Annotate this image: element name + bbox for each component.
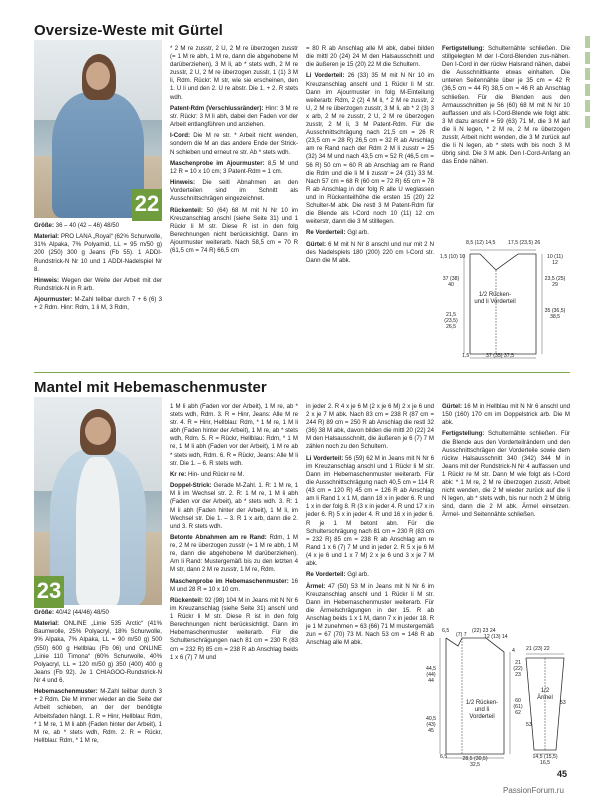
paragraph: I-Cord: Die M re str. * Arbeit nicht wenden, sondern die M an das andere Ende der Strick-N schieben und erneut re str. Ab * stets wdh.	[170, 132, 298, 156]
paragraph: Re Vorderteil: Ggl arb.	[306, 229, 369, 237]
section-2-column-1	[34, 609, 162, 748]
section-1-schematic	[440, 240, 570, 362]
dim-label: 21 (23) 22	[526, 646, 550, 652]
schematic-drawing	[520, 646, 570, 768]
dim-label: 40,5 (43) 45	[425, 716, 437, 734]
paragraph: Maschenprobe im Ajourmuster: 8,5 M und 12 R = 10 x 10 cm; 3 Patent-Rdm = 1 cm.	[170, 159, 298, 175]
paragraph: Maschenprobe im Hebemaschenmuster: 16 M und 28 R = 10 x 10 cm.	[170, 577, 298, 593]
dim-label: 37 (35) 37,5	[486, 353, 514, 359]
paragraph: Ajourmuster: M-Zahl teilbar durch 7 + 6 (6) 3 + 2 Rdm. Hinr: Rdm, 1 li M, 3 Rdm,	[34, 296, 162, 312]
paragraph: 1 M li abh (Faden vor der Arbeit), 1 M re, ab * stets wdh, Rdm. 3. R = Hinr, Jeans: Alle M re str. 4. R = Hinr, Hellblau: Rdm, * 1 M re, 1 M li abh (Faden hinter der Arbeit), 1 M re, ab * stets wdh, Rdm. 5. R = Rückr, Hellblau: Rdm, * 1 M re, 1 M li abh (Faden vor der Arbeit), 1 M re ab * stets wdh, Rdm. 6. R = Rückr, Jeans: Alle M li str. Die 1. – 6. R stets wdh.	[170, 403, 298, 467]
section-2-schematic-sleeve	[520, 646, 570, 768]
paragraph: Ärmel: 47 (50) 53 M in Jeans mit N Nr 6 im Kreuzanschlag anschl und 1 Rückr li M str. Dann im Hebemaschenmuster weiterarb. Für die Ärmelschrägungen in der 15. R ab Anschlag beids 1 x 1 M, dann 7 x in jeder 18. R je 1 M zunehmen = 63 (66) 71 M mustergemäß zun = 67 (70) 73 M. Nach 53 cm = 148 R ab Anschlag alle M abk.	[306, 582, 434, 647]
paragraph: Material: PRO LANA „Royal“ (62% Schurwolle, 31% Alpaka, 7% Polyamid, LL = 95 m/50 g) 200 (250) 300 g Jeans (Fb 55). 1 ADDI-Rundstrick-N Nr 10 und 1 ADDI-Nadelspiel Nr 8.	[34, 233, 162, 273]
dim-label: 35 (36,5) 38,5	[544, 308, 566, 320]
page-number: 45	[557, 769, 568, 779]
dim-label: 8,5 (12) 14,5	[466, 240, 496, 246]
section-1-title: Oversize-Weste mit Gürtel	[34, 22, 223, 39]
paragraph: Li Vorderteil: 56 (59) 62 M in Jeans mit N Nr 6 im Kreuzanschlag anschl und 1 Rückr li M str. Dann im Hebemaschenmuster weiterarb. Für die Ausschnittschrägung nach 40,5 cm = 114 R (43 cm = 120 R) 45 cm = 126 R ab Anschlag am li Rand 1 x 1 M, dann 18 x in jeder 6. R und 1 x in der folg 8. R (3 x in jeder 4. R und 17 x in jeder 6. R) 5 x in jeder 4. R und 16 x in jeder 6. R je 1 M betont abn. Für die Schulterschrägung nach 81 cm = 230 R (83 cm = 232 R) 85 cm = 238 R ab Anschlag am re Rand 1 x 6 (7) 7 M und in jeder 2. R 5 x je 6 M (4 x je 6 und 1 x 7 M) 2 x je 6 und 3 x je 7 M abk.	[306, 454, 434, 567]
dim-label: 60 (61) 62	[513, 698, 523, 716]
paragraph: Li Vorderteil: 26 (33) 35 M mit N Nr 10 im Kreuzanschlag anschl und 1 Rückr li M str. Dann im Ajourmuster in folg M-Einteilung weiterarb: Rdm, 2 (2) 4 M li, * 2 M re zusstr, 2 U, 2 M re überzogen zusstr, 3 M li, ab * 2 (3) 3 x arb, 2 M re zusstr, 2 U, 2 M re überzogen zusstr, 2 M li, 3 M Patent-Rdm. Für die Ausschnittschrägung nach 21,5 cm = 26 R (23,5 cm = 28 R) 26,5 cm = 32 R ab Anschlag am re Rand nach der Rdm 2 M li zusstr = 25 (32) 34 M und nach 43,5 cm = 52 R (46,5 cm = 56 R) 50 cm = 60 R ab Anschlag am re Rand die Rdm und die li M li zusstr = 24 (31) 33 M. Nach 57 cm = 68 R (60 cm = 72 R) 65 cm = 78 R ab Anschlag in der folg R alle U weglassen und in Rückenteilhöhe die ersten 15 (20) 22 Schulter-M abk. Die restl 3 M Patent-Rdm für die Blende als I-Cord noch 10 (11) 12 cm weiterstr, dann die 3 M stilllegen.	[306, 72, 434, 226]
dim-label: 44,5 (44) 44	[425, 666, 437, 684]
paragraph: Rückenteil: 92 (98) 104 M in Jeans mit N Nr 6 im Kreuzanschlag (siehe Seite 31) anschl und 1 Rückr li M str. Diese R ist in den folg Berechnungen nicht berücksichtigt. Dann im Hebemaschenmuster weiterarb. Für die Schulterschrägungen nach 81 cm = 230 R (83 cm = 232 R) 85 cm = 238 R ab Anschlag beids 1 x 6 (7) 7 M und	[170, 597, 298, 661]
paragraph: Hinweis: Wegen der Weite der Arbeit mit der Rundstrick-N in R arb.	[34, 276, 162, 293]
dim-label: (7) 7	[456, 632, 467, 638]
section-2-column-2	[170, 403, 298, 665]
paragraph: in jeder 2. R 4 x je 6 M (2 x je 6 M) 2 x je 6 und 2 x je 7 M abk. Nach 83 cm = 238 R (87 cm = 244 R) 89 cm = 250 R ab Anschlag die restl 32 (36) 38 M abk, davon bilden die mittl 20 (22) 24 M den Halsausschnitt, die äußeren je 6 (7) 7 M zählen noch zu den Schultern.	[306, 403, 434, 451]
paragraph: Material: ONLINE „Linie 535 Arctic“ (41% Baumwolle, 25% Polyacryl, 18% Schurwolle, 9% Alpaka, 7% Alpaka, LL = 90 m/50 g) 500 (550) 600 g Hellblau (Fb 06) und ONLINE „Linie 110 Timona“ (60% Schurwolle, 40% Polyacryl, LL = 120 m/50 g) 350 (400) 400 g Jeans (Fb 92). Je 1 CHIAGOO-Rundstrick-N Nr 4 und 6.	[34, 620, 162, 684]
schematic-piece-label: 1/2 Ärmel	[537, 688, 553, 701]
paragraph: Doppel-Strick: Gerade M-Zahl. 1. R: 1 M re, 1 M li im Wechsel str. 2. R: 1 M re, 1 M li abh (Faden vor der Arbeit), ab * stets wdh. 3. R: 1 M li abh (Faden hinter der Arbeit), 1 M li, im Wechsel str. Die 1. – 3. R 1 x arb, dann die 2. und 3. R stets wdh.	[170, 482, 298, 530]
dim-label: 21 (22) 23	[513, 660, 523, 678]
dim-label: 21,5 (23,5) 26,5	[444, 312, 458, 330]
dim-label: 1,5	[462, 353, 470, 359]
dim-label: 53	[560, 700, 566, 706]
dim-label: 1,5 (10) 10	[440, 254, 466, 260]
section-2-column-4	[442, 403, 570, 523]
dim-label: 23,5 (25) 29	[544, 276, 566, 288]
schematic-piece-label: 1/2 Rücken- und li Vorderteil	[474, 292, 516, 305]
paragraph: Fertigstellung: Schulternähte schließen. Die stillgelegten M der I-Cord-Blenden zus-nähen. Den I-Cord in der rückw Halsrand nähen, dabei die Ausschnittkante etwas einhalten. Die unteren Seitennähte über je 35 cm = 42 R (36,5 cm = 44 R) 38,5 cm = 46 R ab Anschlag schließen. Für die Blenden aus den Armausschnitten je 56 (60) 68 M mit N Nr 10 auffassen und als I-Cord-Blende wie folgt abk: 3 M dazu anschl = 59 (63) 71 M, die 3 M auf die li N legen, * 2 M re, 2 M re überzogen zusstr, Arbeit nicht wenden, die 3 M zurück auf die li N legen, ab * stets wdh bis noch 3 M übrig sind. Die 3 M abk. Den I-Cord-Anfang an das Ende nähen.	[442, 45, 570, 166]
section-1-column-3	[306, 45, 434, 268]
paragraph: Hebemaschenmuster: M-Zahl teilbar durch 3 + 2 Rdm. Die M immer wieder an die Seite der Arbeit schieben, an der der benötigte Arbeitsfaden hängt. 1. R = Hinr, Hellblau: Rdm, * 1 M re, 1 M li abh (Faden hinter der Arbeit), 1 M re, ab * stets wdh, Rdm. 2. R = Rückr, Hellblau: Rdm, * 1 M re,	[34, 688, 162, 744]
dim-label: 53	[526, 722, 532, 728]
paragraph: Gürtel: 6 M mit N Nr 8 anschl und nur mit 2 N des Nadelspiels 180 (200) 220 cm I-Cord str. Dann die M abk.	[306, 240, 434, 264]
dim-label: 6,5	[442, 628, 450, 634]
dim-label: 4	[512, 648, 515, 654]
paragraph: Patent-Rdm (Verschlussränder): Hinr: 3 M re str. Rückr: 3 M li abh, dabei den Faden vor der Arbeit entlangführen und anziehen.	[170, 104, 299, 129]
dim-label: 12 (13) 14	[484, 634, 508, 640]
paragraph: Kr re: Hin- und Rückr re M.	[170, 470, 245, 478]
dim-label: (22) 23 24	[472, 628, 496, 634]
section-1-number-badge: 22	[132, 189, 162, 221]
dim-label: 37 (38) 40	[442, 276, 460, 288]
dim-label: 10 (11) 12	[546, 254, 564, 266]
paragraph: Größe: 40/42 (44/46) 48/50	[34, 609, 109, 616]
section-2-title: Mantel mit Hebemaschenmuster	[34, 379, 267, 396]
section-2-number-badge: 23	[34, 576, 64, 608]
paragraph: Betonte Abnahmen am re Rand: Rdm, 1 M re, 2 M re überzogen zusstr (= 1 M re abh, 1 M re, dann die abgehobene M darüberziehen). Am li Rand: Mustergemäß bis zu den letzten 4 M str, dann 2 M re zusstr, 1 M re, Rdm.	[170, 533, 299, 574]
dim-label: 17,5 (23,5) 26	[508, 240, 541, 246]
section-2-column-3	[306, 403, 434, 650]
dim-label: 6,5	[440, 754, 448, 760]
paragraph: Hinweis: Die seitl Abnahmen an den Vorderteilen sind im Schnitt als Ausschnittschrägen eingezeichnet.	[170, 179, 298, 203]
dim-label: 14,5 (15,5) 16,5	[532, 754, 558, 766]
dim-label: 28,5 (30,5) 32,5	[462, 756, 488, 768]
paragraph: Rückenteil: 50 (64) 68 M mit N Nr 10 im Kreuzanschlag anschl (siehe Seite 31) und 1 Rückr li M str. Diese R ist in den folg Berechnungen nicht berücksichtigt. Dann im Ajourmuster weiterarb. Nach 58,5 cm = 70 R (61,5 cm = 74 R) 66,5 cm	[170, 206, 298, 255]
paragraph: * 2 M re zusstr, 2 U, 2 M re überzogen zusstr (= 1 M re abh, 1 M re, dann die abgehobene M darüberziehen), 3 M li, ab * stets wdh, 2 M re zusstr, 2 U, 2 M re überzogen zusstr, 1 (1) 3 M li, Rdm. Rückr: M str, wie sie erscheinen, den 1. U li und den 2. U re abstr. Die 1. + 2. R stets wdh.	[170, 45, 298, 101]
section-1-column-1	[34, 222, 162, 316]
section-divider	[34, 372, 570, 373]
paragraph: = 80 R ab Anschlag alle M abk, dabei bilden die mittl 20 (24) 24 M den Halsausschnitt und die äußeren je 15 (20) 22 M die Schultern.	[306, 45, 434, 69]
paragraph: Fertigstellung: Schulternähte schließen. Für die Blende aus den Vorderteilrändern und den Ausschnittschrägen der Vorderteile sowie dem rückw Halsausschnitt 340 (342) 344 M in Jeans mit der Rundstrick-N Nr 4 auffassen und 1 Rückr re M str. Dann M wie folgt als I-Cord abk: * 1 M re, 2 M re überzogen zusstr, Arbeit nicht wenden, die 2 M wieder zurück auf die li N legen, ab * stets wdh, bis nur noch 2 M übrig sind, dann die 2 M abk. Ärmel einsetzen. Ärmel- und Seitennähte schließen.	[442, 430, 570, 519]
paragraph: Re Vorderteil: Ggl arb.	[306, 571, 369, 579]
section-1-column-4	[442, 45, 570, 170]
watermark: PassionForum.ru	[503, 786, 564, 795]
paragraph: Gürtel: 16 M in Hellblau mit N Nr 6 anschl und 150 (160) 170 cm im Doppelstrick arb. Die M abk.	[442, 403, 570, 427]
section-1-column-2	[170, 45, 298, 258]
section-2-photo	[34, 397, 162, 605]
schematic-piece-label: 1/2 Rücken- und li Vorderteil	[465, 700, 499, 720]
paragraph: Größe: 36 – 40 (42 – 46) 48/50	[34, 222, 120, 229]
edge-tabs	[585, 36, 590, 156]
